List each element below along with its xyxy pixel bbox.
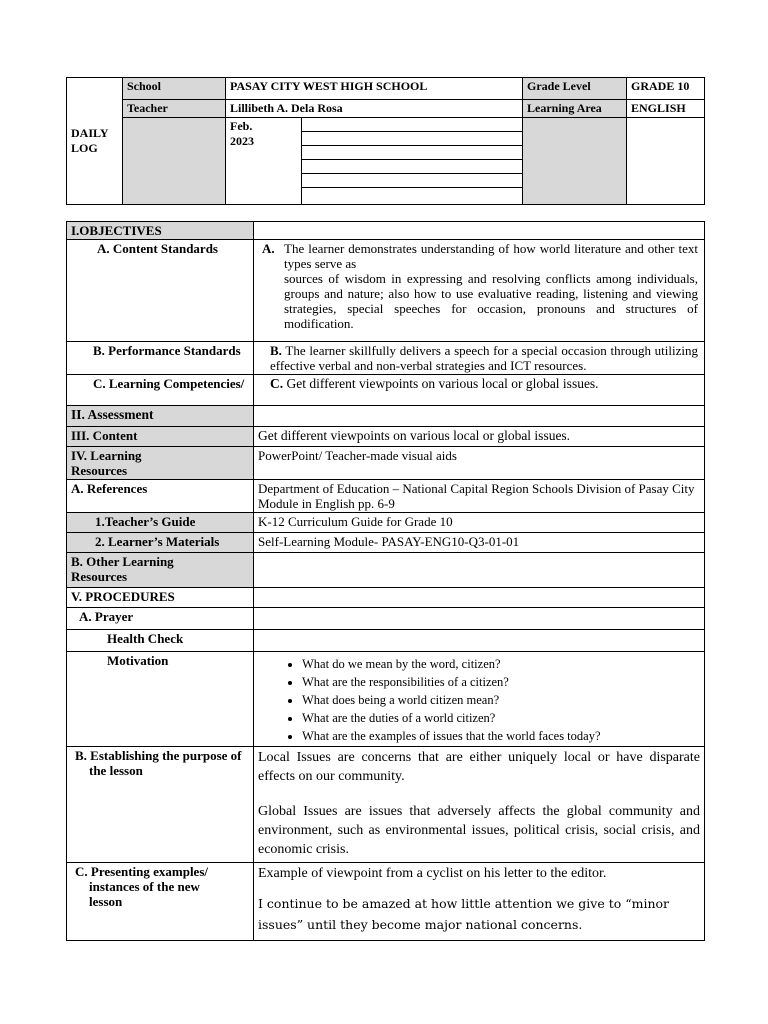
assessment-heading: II. Assessment	[67, 406, 254, 427]
empty-cell	[254, 553, 705, 588]
content-standards-label: A. Content Standards	[67, 240, 254, 342]
content-standards-text: A. The learner demonstrates understanding of how world literature and other text types serve as sources of wisdom in expressing and resolving conflicts among individuals, groups and nature; also how to use evaluative reading, listening and viewing strategies, special speeches for occasion, pronouns and structures of modification.	[254, 240, 705, 342]
performance-standards-text: B. The learner skillfully delivers a speech for a special occasion through utilizing effective verbal and non-verbal strategies and ICT resources.	[254, 342, 705, 375]
procedures-heading: V. PROCEDURES	[67, 588, 254, 608]
content-heading: III. Content	[67, 427, 254, 447]
motivation-questions	[254, 652, 705, 747]
list-item: • What does being a world citizen mean?	[302, 691, 700, 709]
list-item: • What do we mean by the word, citizen?	[302, 655, 700, 673]
learning-resources-value: PowerPoint/ Teacher-made visual aids	[254, 447, 705, 480]
presenting-examples-text: Example of viewpoint from a cyclist on his letter to the editor. I continue to be amazed at how little attention we give to “minor issues” until they become major national concerns.	[254, 863, 705, 941]
references-value: Department of Education – National Capital Region Schools Division of Pasay City Module in English pp. 6-9	[254, 480, 705, 513]
school-value: PASAY CITY WEST HIGH SCHOOL	[226, 78, 523, 100]
teachers-guide-label: 1.Teacher’s Guide	[67, 513, 254, 533]
learning-competencies-text: C. Get different viewpoints on various local or global issues.	[254, 375, 705, 406]
health-check-label: Health Check	[67, 630, 254, 652]
shaded-cell	[523, 118, 627, 205]
header-table	[66, 77, 705, 205]
area-value: ENGLISH	[627, 100, 705, 118]
empty-cell	[254, 588, 705, 608]
lesson-table	[66, 221, 705, 941]
empty-cell	[254, 222, 705, 240]
empty-cell	[254, 608, 705, 630]
grade-label: Grade Level	[523, 78, 627, 100]
establishing-purpose-text: Local Issues are concerns that are either uniquely local or have disparate effects on our community. Global Issues are issues that adversely affects the global community and environment, such as environmental issues, political crisis, social crisis, and economic crisis.	[254, 747, 705, 863]
learning-resources-heading: IV. Learning Resources	[67, 447, 254, 480]
grade-value: GRADE 10	[627, 78, 705, 100]
school-label: School	[123, 78, 226, 100]
empty-cell	[254, 406, 705, 427]
learners-materials-label: 2. Learner’s Materials	[67, 533, 254, 553]
motivation-label: Motivation	[67, 652, 254, 747]
area-label: Learning Area	[523, 100, 627, 118]
teacher-value: Lillibeth A. Dela Rosa	[226, 100, 523, 118]
empty-cell	[254, 630, 705, 652]
performance-standards-label: B. Performance Standards	[67, 342, 254, 375]
other-resources-label: B. Other Learning Resources	[67, 553, 254, 588]
prayer-label: A. Prayer	[67, 608, 254, 630]
teacher-label: Teacher	[123, 100, 226, 118]
empty-cell	[627, 118, 705, 205]
list-item: • What are the responsibilities of a citizen?	[302, 673, 700, 691]
teachers-guide-value: K-12 Curriculum Guide for Grade 10	[254, 513, 705, 533]
references-label: A. References	[67, 480, 254, 513]
learning-competencies-label: C. Learning Competencies/	[67, 375, 254, 406]
objectives-heading: I.OBJECTIVES	[67, 222, 254, 240]
list-item: • What are the duties of a world citizen?	[302, 709, 700, 727]
shaded-cell	[123, 118, 226, 205]
establishing-purpose-label: B. Establishing the purpose of the lesson	[67, 747, 254, 863]
daily-log-label: DAILY LOG	[67, 78, 123, 205]
content-value: Get different viewpoints on various local or global issues.	[254, 427, 705, 447]
date-value: Feb. 2023	[226, 118, 302, 205]
learners-materials-value: Self-Learning Module- PASAY-ENG10-Q3-01-01	[254, 533, 705, 553]
list-item: • What are the examples of issues that the world faces today?	[302, 727, 700, 745]
schedule-lines	[302, 118, 523, 205]
presenting-examples-label: C. Presenting examples/ instances of the new lesson	[67, 863, 254, 941]
